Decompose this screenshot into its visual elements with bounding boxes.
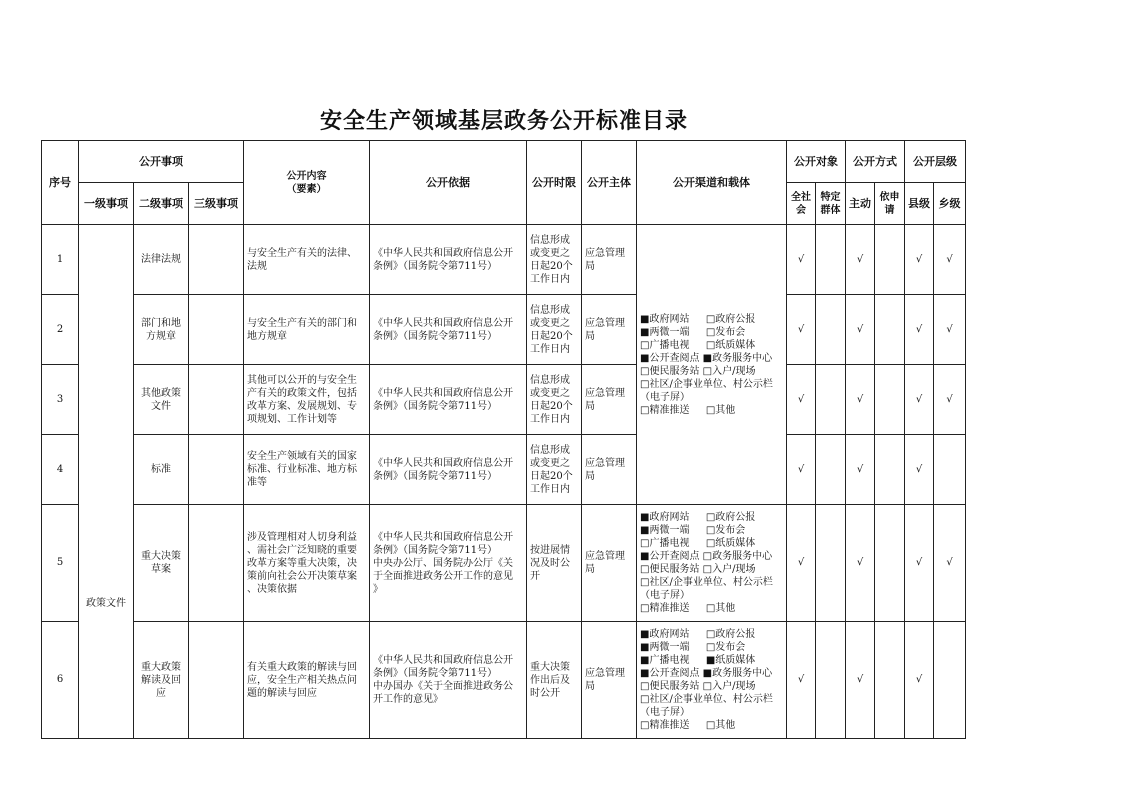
header-level3: 三级事项 [189,183,244,225]
row-level3 [189,505,244,622]
row-time: 信息形成 或变更之 日起20个 工作日内 [527,295,582,365]
header-target-all: 全社 会 [787,183,816,225]
row-level-county: √ [905,225,934,295]
row-method-active: √ [846,435,875,505]
row-seq: 4 [42,435,79,505]
table-row [42,435,966,505]
row-target-specific [816,295,846,365]
row-target-specific [816,505,846,622]
header-seq: 序号 [42,141,79,225]
row-content: 涉及管理相对人切身利益 、需社会广泛知晓的重要 改革方案等重大决策，决 策前向社会公开决策草案 、决策依据 [244,505,370,622]
row-target-specific [816,435,846,505]
row-method-active: √ [846,622,875,739]
row-target-all: √ [787,295,816,365]
row-level2: 重大决策 草案 [134,505,189,622]
row-method-request [875,225,905,295]
row-level-town [934,435,966,505]
row-seq: 6 [42,622,79,739]
row-seq: 5 [42,505,79,622]
row-time: 信息形成 或变更之 日起20个 工作日内 [527,365,582,435]
header-level: 公开层级 [905,141,966,183]
header-method: 公开方式 [846,141,905,183]
document-title: 安全生产领域基层政务公开标准目录 [319,109,688,134]
header-method-request: 依申 请 [875,183,905,225]
row-level2: 其他政策 文件 [134,365,189,435]
table-row [42,365,966,435]
row-method-request [875,295,905,365]
row-level-town: √ [934,505,966,622]
row-level3 [189,365,244,435]
row-target-all: √ [787,622,816,739]
table-row [42,622,966,739]
table-row [42,225,966,295]
row-basis: 《中华人民共和国政府信息公开 条例》（国务院令第711号） 中办国办《关于全面推进政务公 开工作的意见》 [370,622,527,739]
header-level-town: 乡级 [934,183,966,225]
row-level-county: √ [905,295,934,365]
table-row [42,505,966,622]
row-subject: 应急管理 局 [582,295,637,365]
row-level2: 法律法规 [134,225,189,295]
header-time: 公开时限 [527,141,582,225]
row-method-request [875,622,905,739]
header-method-active: 主动 [846,183,875,225]
row-basis: 《中华人民共和国政府信息公开 条例》（国务院令第711号） [370,435,527,505]
row-target-specific [816,225,846,295]
row-seq: 1 [42,225,79,295]
row-subject: 应急管理 局 [582,365,637,435]
row-method-request [875,365,905,435]
row-content: 有关重大政策的解读与回 应，安全生产相关热点问 题的解读与回应 [244,622,370,739]
row-subject: 应急管理 局 [582,505,637,622]
row-content: 安全生产领域有关的国家 标准、行业标准、地方标 准等 [244,435,370,505]
row-level-town: √ [934,225,966,295]
header-content: 公开内容 （要素） [244,141,370,225]
row-level-county: √ [905,365,934,435]
row-level3 [189,435,244,505]
row-basis: 《中华人民共和国政府信息公开 条例》（国务院令第711号） 中央办公厅、国务院办公厅《关 于全面推进政务公开工作的意见 》 [370,505,527,622]
row-content: 与安全生产有关的部门和 地方规章 [244,295,370,365]
table-row [42,295,966,365]
row-channel: ■政府网站 □政府公报 ■两微一端 □发布会 □广播电视 □纸质媒体 ■公开查阅点 □政务服务中心 □便民服务站 □入户/现场 □社区/企事业单位、村公示栏 （电子屏） □精准推送 □其他 [637,505,787,622]
channel-shared-cell: ■政府网站 □政府公报 ■两微一端 □发布会 □广播电视 □纸质媒体 ■公开查阅点 ■政务服务中心 □便民服务站 □入户/现场 □社区/企事业单位、村公示栏 （电子屏） □精准推送 □其他 [637,225,787,505]
level1-cell: 政策文件 [79,225,134,739]
header-subject: 公开主体 [582,141,637,225]
row-level3 [189,295,244,365]
row-method-active: √ [846,365,875,435]
row-target-specific [816,365,846,435]
row-level2: 重大政策 解读及回 应 [134,622,189,739]
header-level2: 二级事项 [134,183,189,225]
row-time: 信息形成 或变更之 日起20个 工作日内 [527,435,582,505]
row-method-active: √ [846,225,875,295]
header-target-specific: 特定 群体 [816,183,846,225]
row-method-request [875,505,905,622]
row-target-specific [816,622,846,739]
row-content: 其他可以公开的与安全生 产有关的政策文件，包括 改革方案、发展规划、专 项规划、工作计划等 [244,365,370,435]
row-method-active: √ [846,505,875,622]
row-seq: 2 [42,295,79,365]
header-matters: 公开事项 [79,141,244,183]
header-target: 公开对象 [787,141,846,183]
header-channel: 公开渠道和载体 [637,141,787,225]
row-time: 重大决策 作出后及 时公开 [527,622,582,739]
row-time: 信息形成 或变更之 日起20个 工作日内 [527,225,582,295]
catalog-table [41,140,966,739]
row-method-request [875,435,905,505]
row-target-all: √ [787,435,816,505]
row-level2: 部门和地 方规章 [134,295,189,365]
row-target-all: √ [787,505,816,622]
header-level-county: 县级 [905,183,934,225]
row-content: 与安全生产有关的法律、 法规 [244,225,370,295]
row-basis: 《中华人民共和国政府信息公开 条例》（国务院令第711号） [370,295,527,365]
row-level-town [934,622,966,739]
row-subject: 应急管理 局 [582,435,637,505]
row-level3 [189,225,244,295]
row-level-town: √ [934,295,966,365]
row-method-active: √ [846,295,875,365]
row-target-all: √ [787,225,816,295]
row-level2: 标准 [134,435,189,505]
row-level-county: √ [905,505,934,622]
header-level1: 一级事项 [79,183,134,225]
row-basis: 《中华人民共和国政府信息公开 条例》（国务院令第711号） [370,225,527,295]
row-channel: ■政府网站 □政府公报 ■两微一端 □发布会 ■广播电视 ■纸质媒体 ■公开查阅点 ■政务服务中心 □便民服务站 □入户/现场 □社区/企事业单位、村公示栏 （电子屏） □精准推送 □其他 [637,622,787,739]
row-level-county: √ [905,622,934,739]
row-target-all: √ [787,365,816,435]
row-level3 [189,622,244,739]
row-time: 按进展情 况及时公 开 [527,505,582,622]
header-basis: 公开依据 [370,141,527,225]
row-level-town: √ [934,365,966,435]
row-subject: 应急管理 局 [582,622,637,739]
row-basis: 《中华人民共和国政府信息公开 条例》（国务院令第711号） [370,365,527,435]
row-seq: 3 [42,365,79,435]
row-subject: 应急管理 局 [582,225,637,295]
row-level-county: √ [905,435,934,505]
